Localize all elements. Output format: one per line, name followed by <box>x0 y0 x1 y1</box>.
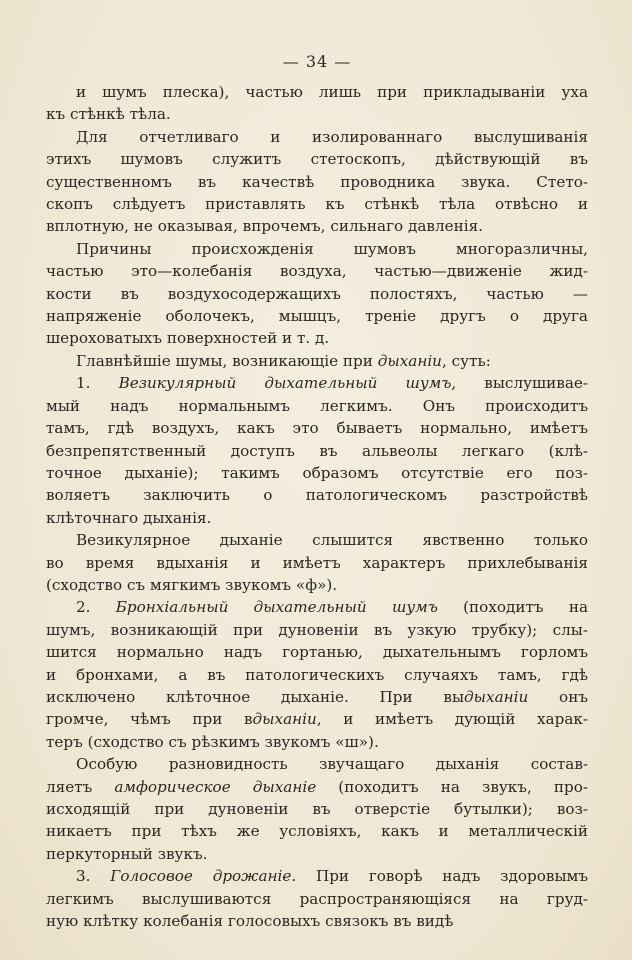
italic-term: амфорическое дыханіе <box>114 777 317 796</box>
paragraph <box>46 350 588 372</box>
paragraph <box>46 596 588 753</box>
text-line: 3. Голосовое дрожаніе. При говорѣ надъ здоровымъ <box>76 867 588 886</box>
italic-term: Бронхіальный дыхательный шумъ <box>115 598 438 617</box>
page-number: — 34 — <box>282 52 352 71</box>
text-line: кости въ воздухосодержащихъ полостяхъ, частью — <box>46 284 588 303</box>
text-line: къ стѣнкѣ тѣла. <box>46 105 171 124</box>
text-line: исключено клѣточное дыханіе. При выдыханіи онъ <box>46 687 588 706</box>
paragraph <box>46 126 588 238</box>
text-line: напряженіе оболочекъ, мышцъ, треніе другъ о друга <box>46 307 588 326</box>
paragraph <box>46 753 588 865</box>
text-line: (сходство съ мягкимъ звукомъ «ф»). <box>46 575 338 594</box>
text-line: никаетъ при тѣхъ же условіяхъ, какъ и металлическій <box>46 822 588 841</box>
text-line: Главнѣйшіе шумы, возникающіе при дыханіи, суть: <box>76 351 491 370</box>
text-line: шумъ, возникающій при дуновеніи въ узкую трубку); слы- <box>46 620 588 639</box>
text-line: воляетъ заключить о патологическомъ разстройствѣ <box>46 486 588 505</box>
text-line: 1. Везикулярный дыхательный шумъ, выслушивае- <box>76 374 588 393</box>
text-line: перкуторный звукъ. <box>46 844 208 863</box>
text-line: шится нормально надъ гортанью, дыхательнымъ горломъ <box>46 643 588 662</box>
italic-term: дыханіи <box>377 351 442 370</box>
text-line: безпрепятственный доступъ въ альвеолы легкаго (клѣ- <box>46 441 588 460</box>
text-line: ляетъ амфорическое дыханіе (походитъ на звукъ, про- <box>46 777 588 796</box>
text-line: частью это—колебанія воздуха, частью—движеніе жид- <box>46 262 588 281</box>
paragraph <box>46 529 588 596</box>
paragraph <box>46 865 588 932</box>
text-line: Везикулярное дыханіе слышится явственно только <box>76 531 588 550</box>
text-line: ную клѣтку колебанія голосовыхъ связокъ въ видѣ <box>46 912 454 931</box>
text-line: клѣточнаго дыханія. <box>46 508 212 527</box>
italic-term: дыханіи <box>464 687 529 706</box>
text-line: громче, чѣмъ при вдыханіи, и имѣетъ дующій харак- <box>46 710 588 729</box>
text-line: Причины происхожденія шумовъ многоразличны, <box>76 239 588 258</box>
paragraph <box>46 81 588 126</box>
text-line: этихъ шумовъ служитъ стетоскопъ, дѣйствующій въ <box>46 150 588 169</box>
italic-term: Голосовое дрожаніе <box>110 867 292 886</box>
text-line: шероховатыхъ поверхностей и т. д. <box>46 329 330 348</box>
body-text <box>46 81 588 932</box>
paragraph <box>46 238 588 350</box>
italic-term: дыханіи <box>252 710 317 729</box>
text-line: существенномъ въ качествѣ проводника звука. Стето- <box>46 172 588 191</box>
text-line: 2. Бронхіальный дыхательный шумъ (походитъ на <box>76 598 588 617</box>
text-line: тамъ, гдѣ воздухъ, какъ это бываетъ нормально, имѣетъ <box>46 419 588 438</box>
text-line: точное дыханіе); такимъ образомъ отсутствіе его поз- <box>46 463 588 482</box>
text-line: исходящій при дуновеніи въ отверстіе бутылки); воз- <box>46 800 588 818</box>
text-line: скопъ слѣдуетъ приставлять къ стѣнкѣ тѣла отвѣсно и <box>46 195 588 214</box>
text-line: легкимъ выслушиваются распространяющіяся на груд- <box>46 889 588 908</box>
text-line: и бронхами, а въ патологическихъ случаяхъ тамъ, гдѣ <box>46 665 588 684</box>
text-line: Особую разновидность звучащаго дыханія состав- <box>76 755 588 774</box>
text-line: во время вдыханія и имѣетъ характеръ прихлебыванія <box>46 553 588 572</box>
text-line: и шумъ плеска), частью лишь при прикладываніи уха <box>76 83 588 101</box>
paragraph <box>46 372 588 529</box>
text-line: Для отчетливаго и изолированнаго выслушиванія <box>76 127 588 146</box>
text-line: мый надъ нормальнымъ легкимъ. Онъ происходитъ <box>46 396 588 415</box>
italic-term: Везикулярный дыхательный шумъ <box>118 374 452 393</box>
text-line: вплотную, не оказывая, впрочемъ, сильнаго давленія. <box>46 217 483 236</box>
text-line: теръ (сходство съ рѣзкимъ звукомъ «ш»). <box>46 732 379 751</box>
